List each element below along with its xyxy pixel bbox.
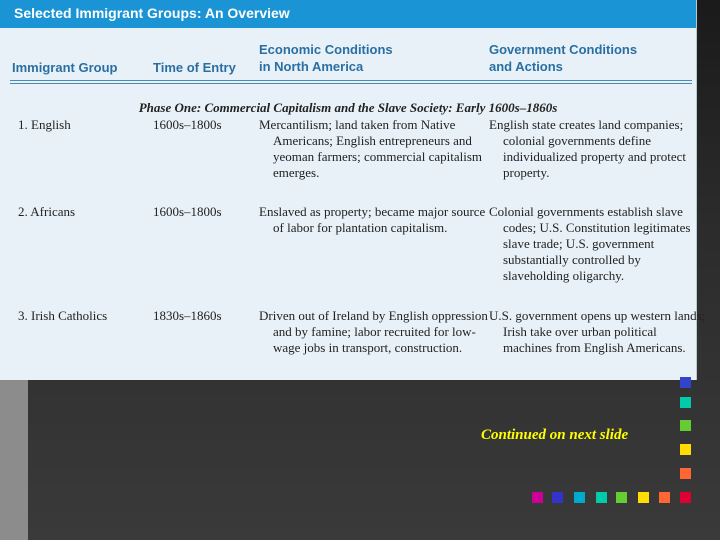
header-divider-bottom <box>10 83 692 84</box>
decorative-square-vertical-3 <box>680 420 691 431</box>
row-2-economic: Enslaved as property; became major source of labor for plantation capitalism. <box>259 204 486 235</box>
header-time-of-entry: Time of Entry <box>153 60 236 75</box>
phase-heading: Phase One: Commercial Capitalism and the Slave Society: Early 1600s–1860s <box>138 100 558 115</box>
header-divider-top <box>10 80 692 81</box>
row-2-time: 1600s–1800s <box>153 204 222 219</box>
row-1-time: 1600s–1800s <box>153 117 222 132</box>
decorative-square-row-3 <box>574 492 585 503</box>
header-government-conditions <box>489 41 637 75</box>
decorative-square-row-7 <box>659 492 670 503</box>
decorative-square-vertical-6 <box>680 492 691 503</box>
table-title-bar <box>0 0 696 28</box>
row-3-economic: Driven out of Ireland by English oppression and by famine; labor recruited for low-wage jobs in transport, construction. <box>259 308 488 355</box>
row-1-government: English state creates land companies; colonial governments define individualized property and protect property. <box>489 117 687 180</box>
row-2-group: 2. Africans <box>18 204 76 219</box>
header-immigrant-group: Immigrant Group <box>12 60 118 75</box>
header-government-line-1: Government Conditions <box>489 42 638 57</box>
row-1-group: 1. English <box>18 117 71 132</box>
decorative-square-row-4 <box>596 492 607 503</box>
header-economic-conditions <box>259 41 393 75</box>
decorative-square-row-1 <box>532 492 543 503</box>
row-2-government: Colonial governments establish slave codes; U.S. Constitution legitimates slave trade; U.S. government substantially controlled by slaveholding oligarchy. <box>489 204 691 283</box>
decorative-square-vertical-4 <box>680 444 691 455</box>
row-1-economic: Mercantilism; land taken from Native Americans; English entrepreneurs and yeoman farmers; commercial capitalism emerges. <box>259 117 482 180</box>
decorative-square-row-5 <box>616 492 627 503</box>
header-government-line-2: and Actions <box>489 59 563 74</box>
row-3-group: 3. Irish Catholics <box>18 308 108 323</box>
decorative-square-vertical-2 <box>680 397 691 408</box>
decorative-square-vertical-1 <box>680 377 691 388</box>
decorative-square-row-6 <box>638 492 649 503</box>
header-economic-line-1: Economic Conditions <box>259 42 393 57</box>
decorative-square-vertical-5 <box>680 468 691 479</box>
left-accent-bar <box>0 380 28 540</box>
row-3-government: U.S. government opens up western lands; Irish take over urban political machines from English Americans. <box>489 308 706 355</box>
decorative-square-row-2 <box>552 492 563 503</box>
header-economic-line-2: in North America <box>259 59 364 74</box>
row-3-time: 1830s–1860s <box>153 308 222 323</box>
continued-on-next-slide-text: Continued on next slide <box>481 427 629 443</box>
table-title: Selected Immigrant Groups: An Overview <box>14 5 290 21</box>
